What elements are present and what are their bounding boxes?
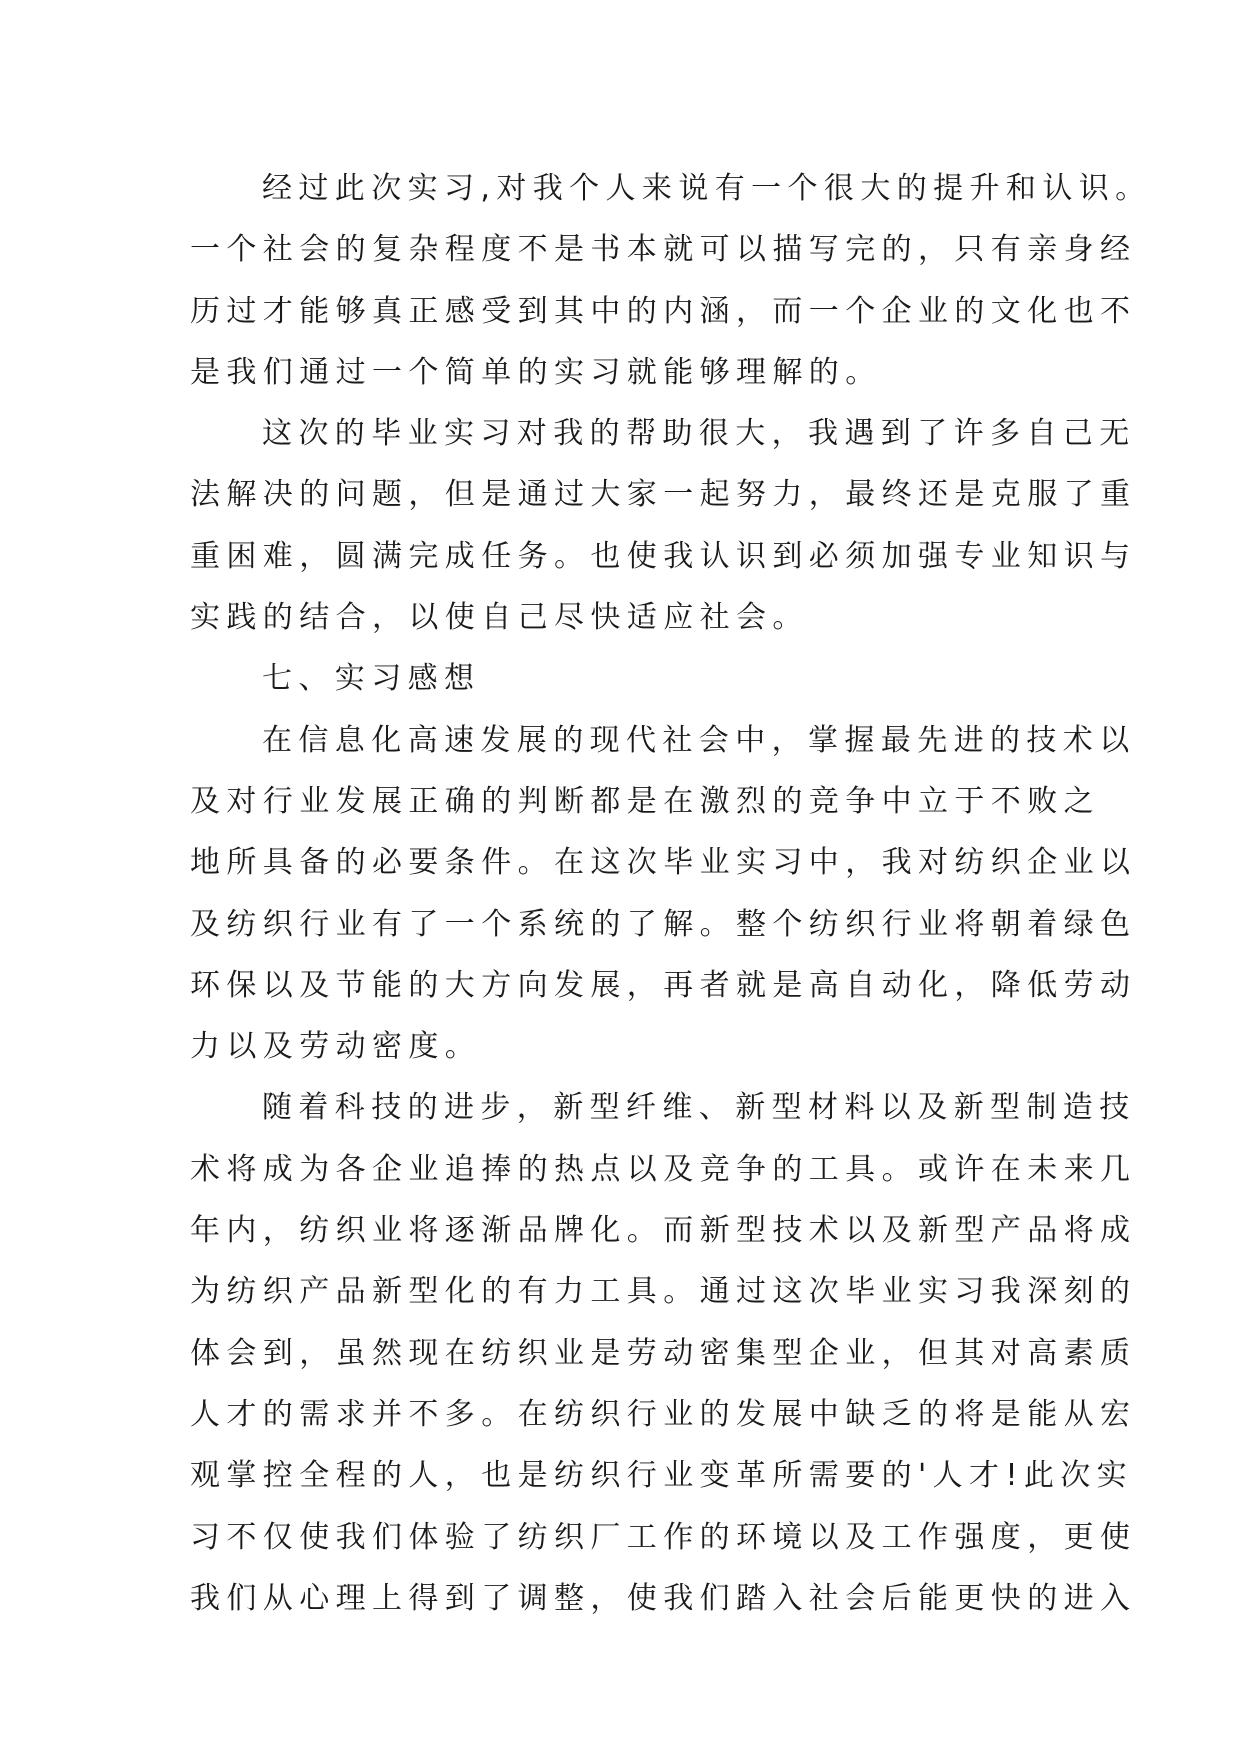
text-line: 力以及劳动密度。 xyxy=(190,1029,482,1065)
text-line: 随着科技的进步，新型纤维、新型材料以及新型制造技 xyxy=(262,1090,1136,1126)
text-line: 为纺织产品新型化的有力工具。通过这次毕业实习我深刻的 xyxy=(190,1274,1137,1310)
text-line: 历过才能够真正感受到其中的内涵，而一个企业的文化也不 xyxy=(190,293,1137,329)
text-line: 法解决的问题，但是通过大家一起努力，最终还是克服了重 xyxy=(190,477,1137,513)
text-line: 重困难，圆满完成任务。也使我认识到必须加强专业知识与 xyxy=(190,538,1137,574)
text-line: 经过此次实习,对我个人来说有一个很大的提升和认识。 xyxy=(262,171,1152,206)
text-line: 在信息化高速发展的现代社会中，掌握最先进的技术以 xyxy=(262,722,1136,758)
text-line: 观掌控全程的人，也是纺织行业变革所需要的'人才!此次实 xyxy=(190,1458,1134,1494)
text-line: 我们从心理上得到了调整，使我们踏入社会后能更快的进入 xyxy=(190,1580,1137,1616)
text-line: 人才的需求并不多。在纺织行业的发展中缺乏的将是能从宏 xyxy=(190,1396,1137,1432)
text-line: 实践的结合，以使自己尽快适应社会。 xyxy=(190,600,809,636)
text-line: 是我们通过一个简单的实习就能够理解的。 xyxy=(190,354,882,390)
text-line: 及对行业发展正确的判断都是在激烈的竞争中立于不败之 xyxy=(190,783,1100,819)
text-line: 术将成为各企业追捧的热点以及竞争的工具。或许在未来几 xyxy=(190,1151,1137,1187)
text-line: 年内，纺织业将逐渐品牌化。而新型技术以及新型产品将成 xyxy=(190,1213,1137,1249)
body-text xyxy=(190,158,1152,1629)
text-line: 环保以及节能的大方向发展，再者就是高自动化，降低劳动 xyxy=(190,967,1137,1003)
text-line: 习不仅使我们体验了纺织厂工作的环境以及工作强度，更使 xyxy=(190,1519,1137,1555)
text-line: 体会到，虽然现在纺织业是劳动密集型企业，但其对高素质 xyxy=(190,1335,1137,1371)
text-line: 及纺织行业有了一个系统的了解。整个纺织行业将朝着绿色 xyxy=(190,906,1137,942)
text-line: 这次的毕业实习对我的帮助很大，我遇到了许多自己无 xyxy=(262,416,1136,452)
section-heading: 七、实习感想 xyxy=(262,661,481,697)
text-line: 地所具备的必要条件。在这次毕业实习中，我对纺织企业以 xyxy=(190,845,1137,881)
text-line: 一个社会的复杂程度不是书本就可以描写完的，只有亲身经 xyxy=(190,232,1137,268)
